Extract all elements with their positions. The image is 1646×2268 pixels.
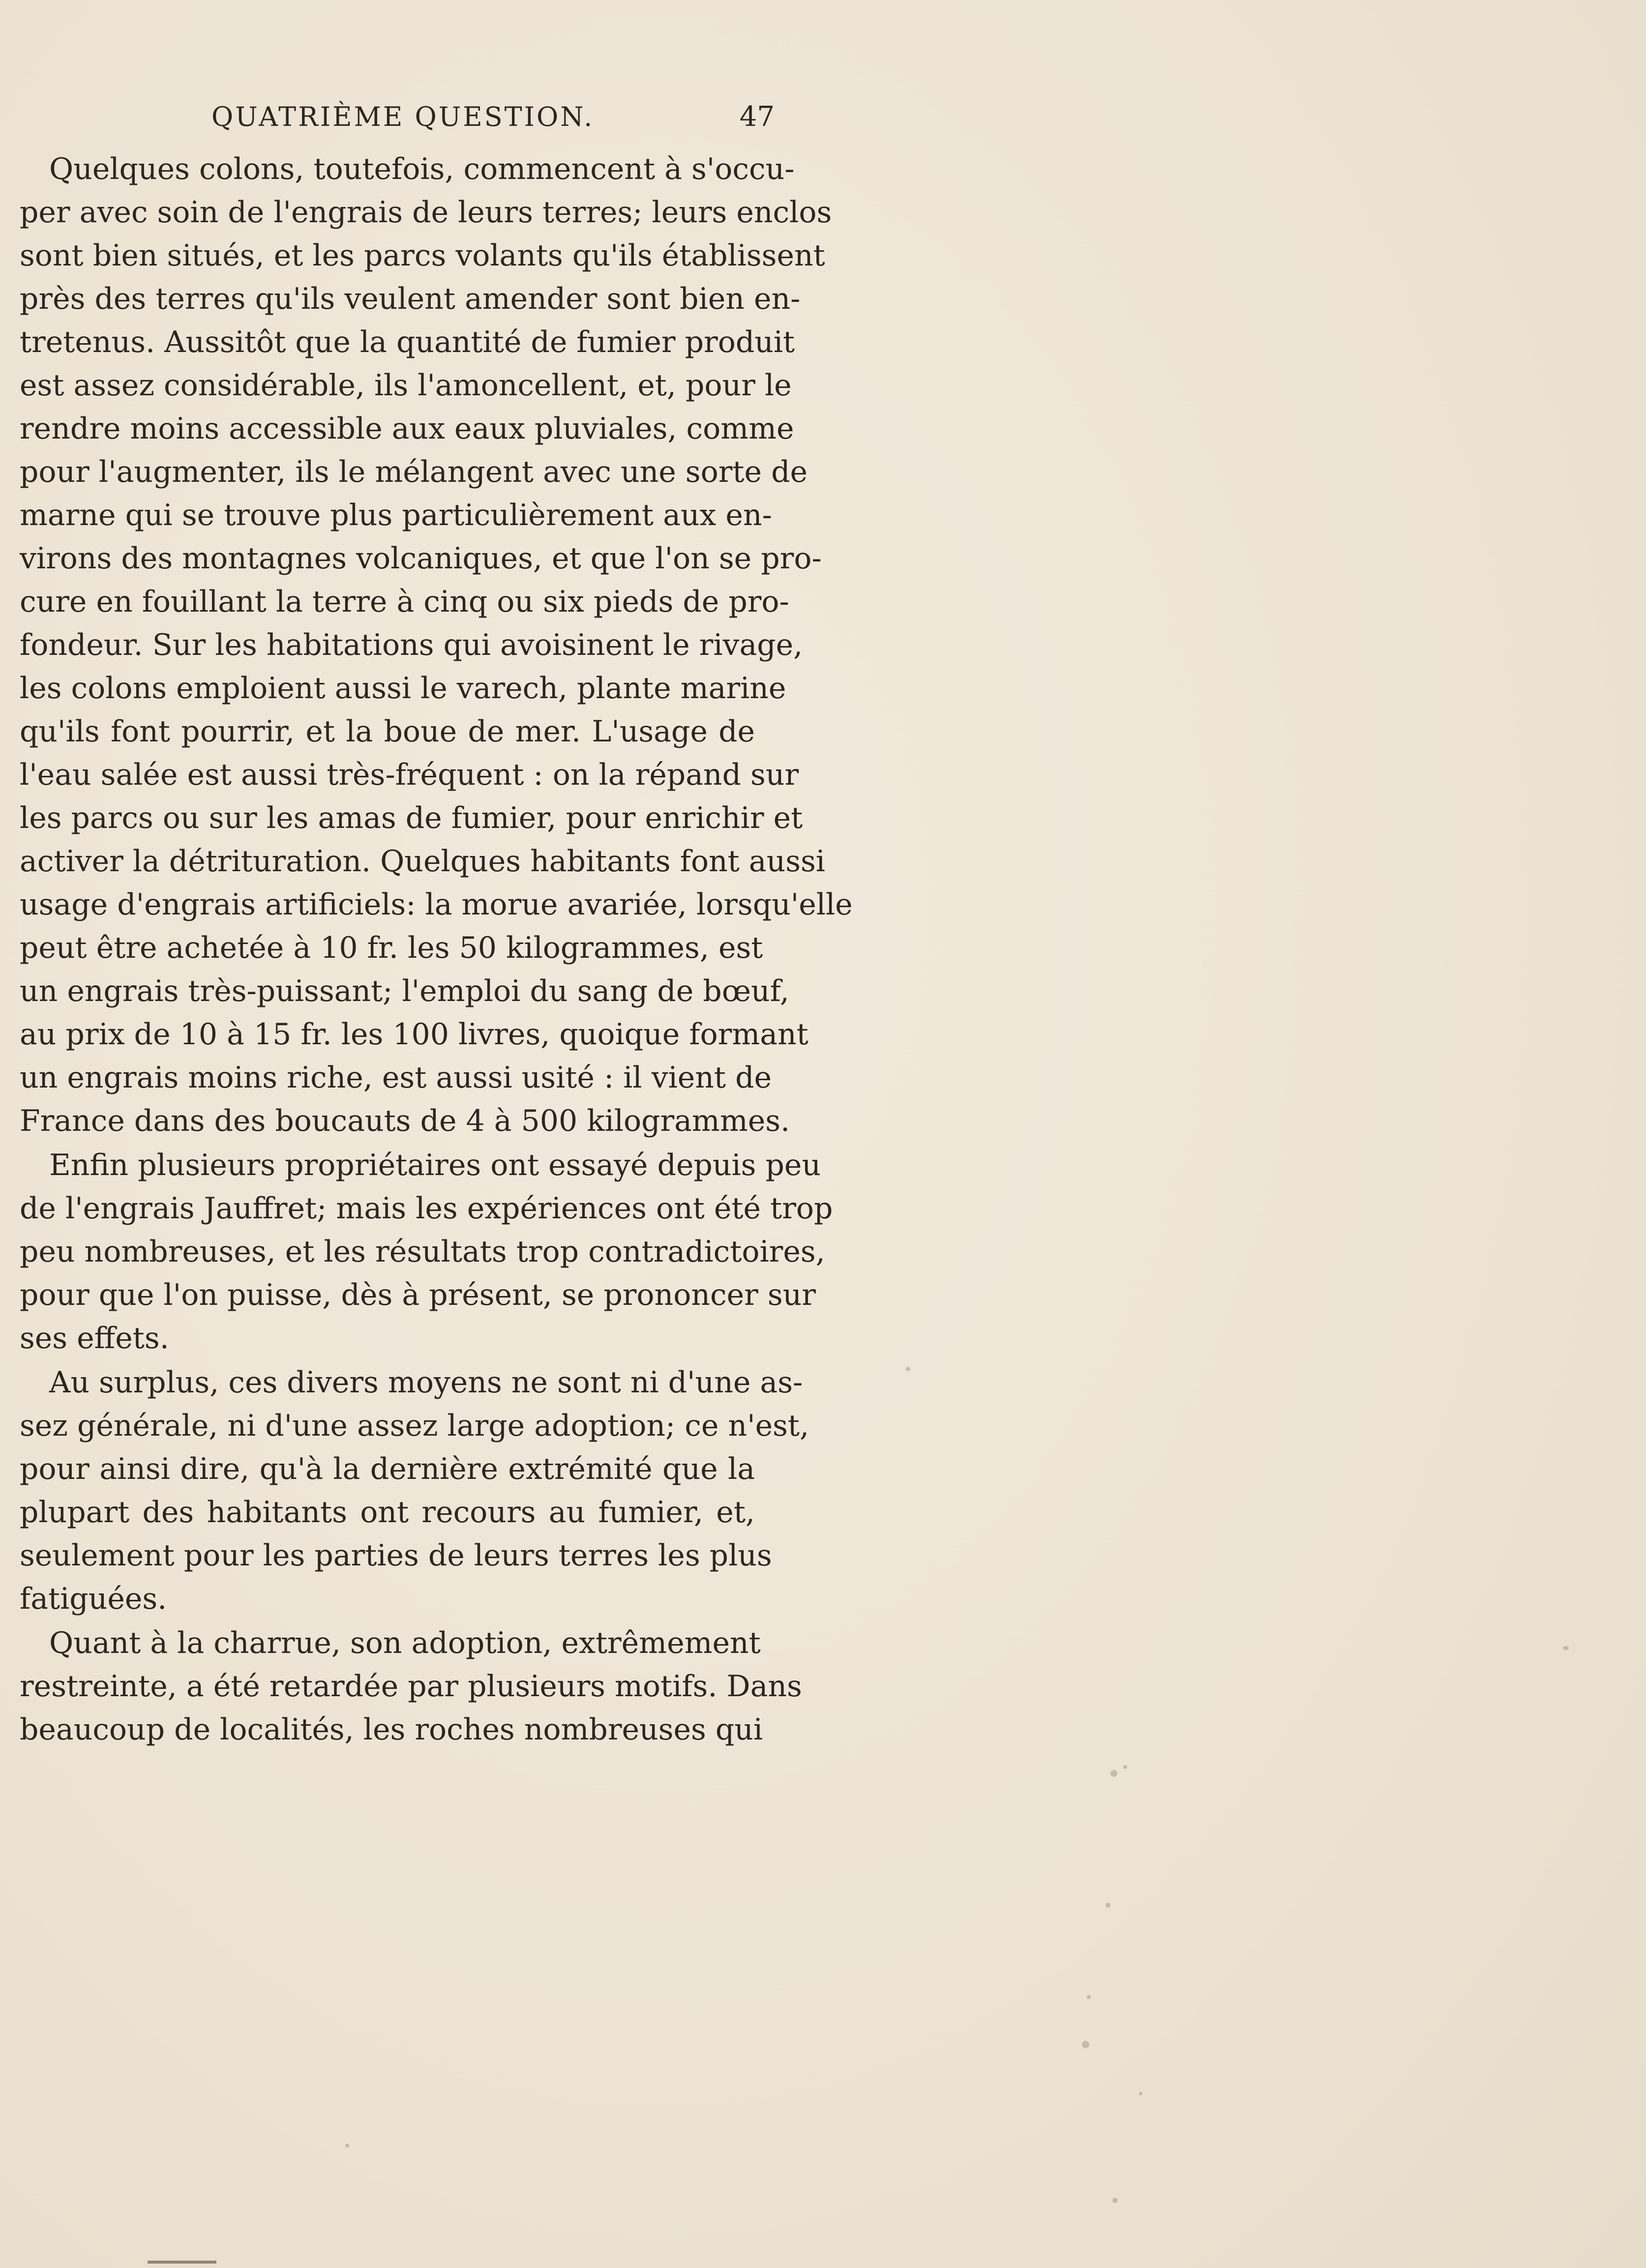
text-line: sez générale, ni d'une assez large adoption; ce n'est, xyxy=(20,1409,809,1443)
text-line: pour que l'on puisse, dès à présent, se prononcer sur xyxy=(20,1278,816,1312)
text-line: virons des montagnes volcaniques, et que l'on se pro- xyxy=(20,541,822,576)
text-line: per avec soin de l'engrais de leurs terres; leurs enclos xyxy=(20,195,832,230)
text-line: les colons emploient aussi le varech, plante marine xyxy=(20,671,786,706)
text-line: activer la détrituration. Quelques habitants font aussi xyxy=(20,844,825,879)
text-line: cure en fouillant la terre à cinq ou six pieds de pro- xyxy=(20,585,789,619)
page-header xyxy=(211,97,775,137)
paper-speck xyxy=(1087,1995,1091,1999)
paragraph-1 xyxy=(20,147,853,1143)
text-line: France dans des boucauts de 4 à 500 kilogrammes. xyxy=(20,1104,790,1138)
paper-speck xyxy=(1082,2041,1089,2048)
text-line: l'eau salée est aussi très-fréquent : on la répand sur xyxy=(20,758,799,792)
text-line: un engrais moins riche, est aussi usité : il vient de xyxy=(20,1060,772,1095)
paper-speck xyxy=(1123,1765,1127,1769)
text-line: restreinte, a été retardée par plusieurs motifs. Dans xyxy=(20,1669,802,1704)
text-line: pour l'augmenter, ils le mélangent avec une sorte de xyxy=(20,455,808,489)
text-line: plupart des habitants ont recours au fumier, et, xyxy=(20,1495,755,1530)
text-line: fatiguées. xyxy=(20,1582,167,1616)
text-line: fondeur. Sur les habitations qui avoisinent le rivage, xyxy=(20,628,803,662)
running-title: QUATRIÈME QUESTION. xyxy=(211,101,595,132)
body-text xyxy=(20,147,853,1751)
paper-speck xyxy=(906,1367,910,1371)
paper-speck xyxy=(1112,2198,1118,2203)
text-line: est assez considérable, ils l'amoncellent, et, pour le xyxy=(20,368,792,403)
text-line: Enfin plusieurs propriétaires ont essayé depuis peu xyxy=(49,1148,821,1182)
text-line: ses effets. xyxy=(20,1321,169,1355)
paragraph-4 xyxy=(20,1621,802,1751)
page-number: 47 xyxy=(739,101,775,133)
paragraph-2 xyxy=(20,1144,833,1360)
text-line: peut être achetée à 10 fr. les 50 kilogrammes, est xyxy=(20,931,763,965)
page-edge-mark xyxy=(148,2261,216,2264)
text-line: seulement pour les parties de leurs terres les plus xyxy=(20,1538,772,1573)
text-line: de l'engrais Jauffret; mais les expériences ont été trop xyxy=(20,1191,833,1226)
paper-speck xyxy=(1106,1903,1110,1908)
text-line: pour ainsi dire, qu'à la dernière extrémité que la xyxy=(20,1452,755,1486)
text-line: peu nombreuses, et les résultats trop contradictoires, xyxy=(20,1235,825,1269)
paper-speck xyxy=(1563,1646,1569,1650)
text-line: Au surplus, ces divers moyens ne sont ni d'une as- xyxy=(49,1365,803,1400)
paper-speck xyxy=(345,2144,349,2148)
text-line: Quant à la charrue, son adoption, extrêmement xyxy=(49,1626,761,1660)
text-line: Quelques colons, toutefois, commencent à s'occu- xyxy=(49,152,795,186)
paper-speck xyxy=(1110,1770,1117,1777)
text-line: usage d'engrais artificiels: la morue avariée, lorsqu'elle xyxy=(20,887,853,922)
text-line: sont bien situés, et les parcs volants qu'ils établissent xyxy=(20,238,825,273)
text-line: rendre moins accessible aux eaux pluviales, comme xyxy=(20,412,794,446)
text-line: qu'ils font pourrir, et la boue de mer. L'usage de xyxy=(20,714,755,749)
text-line: un engrais très-puissant; l'emploi du sang de bœuf, xyxy=(20,974,789,1008)
paragraph-3 xyxy=(20,1361,809,1620)
paper-speck xyxy=(1139,2092,1142,2095)
text-line: près des terres qu'ils veulent amender sont bien en- xyxy=(20,282,801,316)
text-line: au prix de 10 à 15 fr. les 100 livres, quoique formant xyxy=(20,1017,808,1052)
text-line: marne qui se trouve plus particulièrement aux en- xyxy=(20,498,772,532)
text-line: beaucoup de localités, les roches nombreuses qui xyxy=(20,1712,763,1747)
text-line: les parcs ou sur les amas de fumier, pour enrichir et xyxy=(20,801,803,835)
text-line: tretenus. Aussitôt que la quantité de fumier produit xyxy=(20,325,795,359)
